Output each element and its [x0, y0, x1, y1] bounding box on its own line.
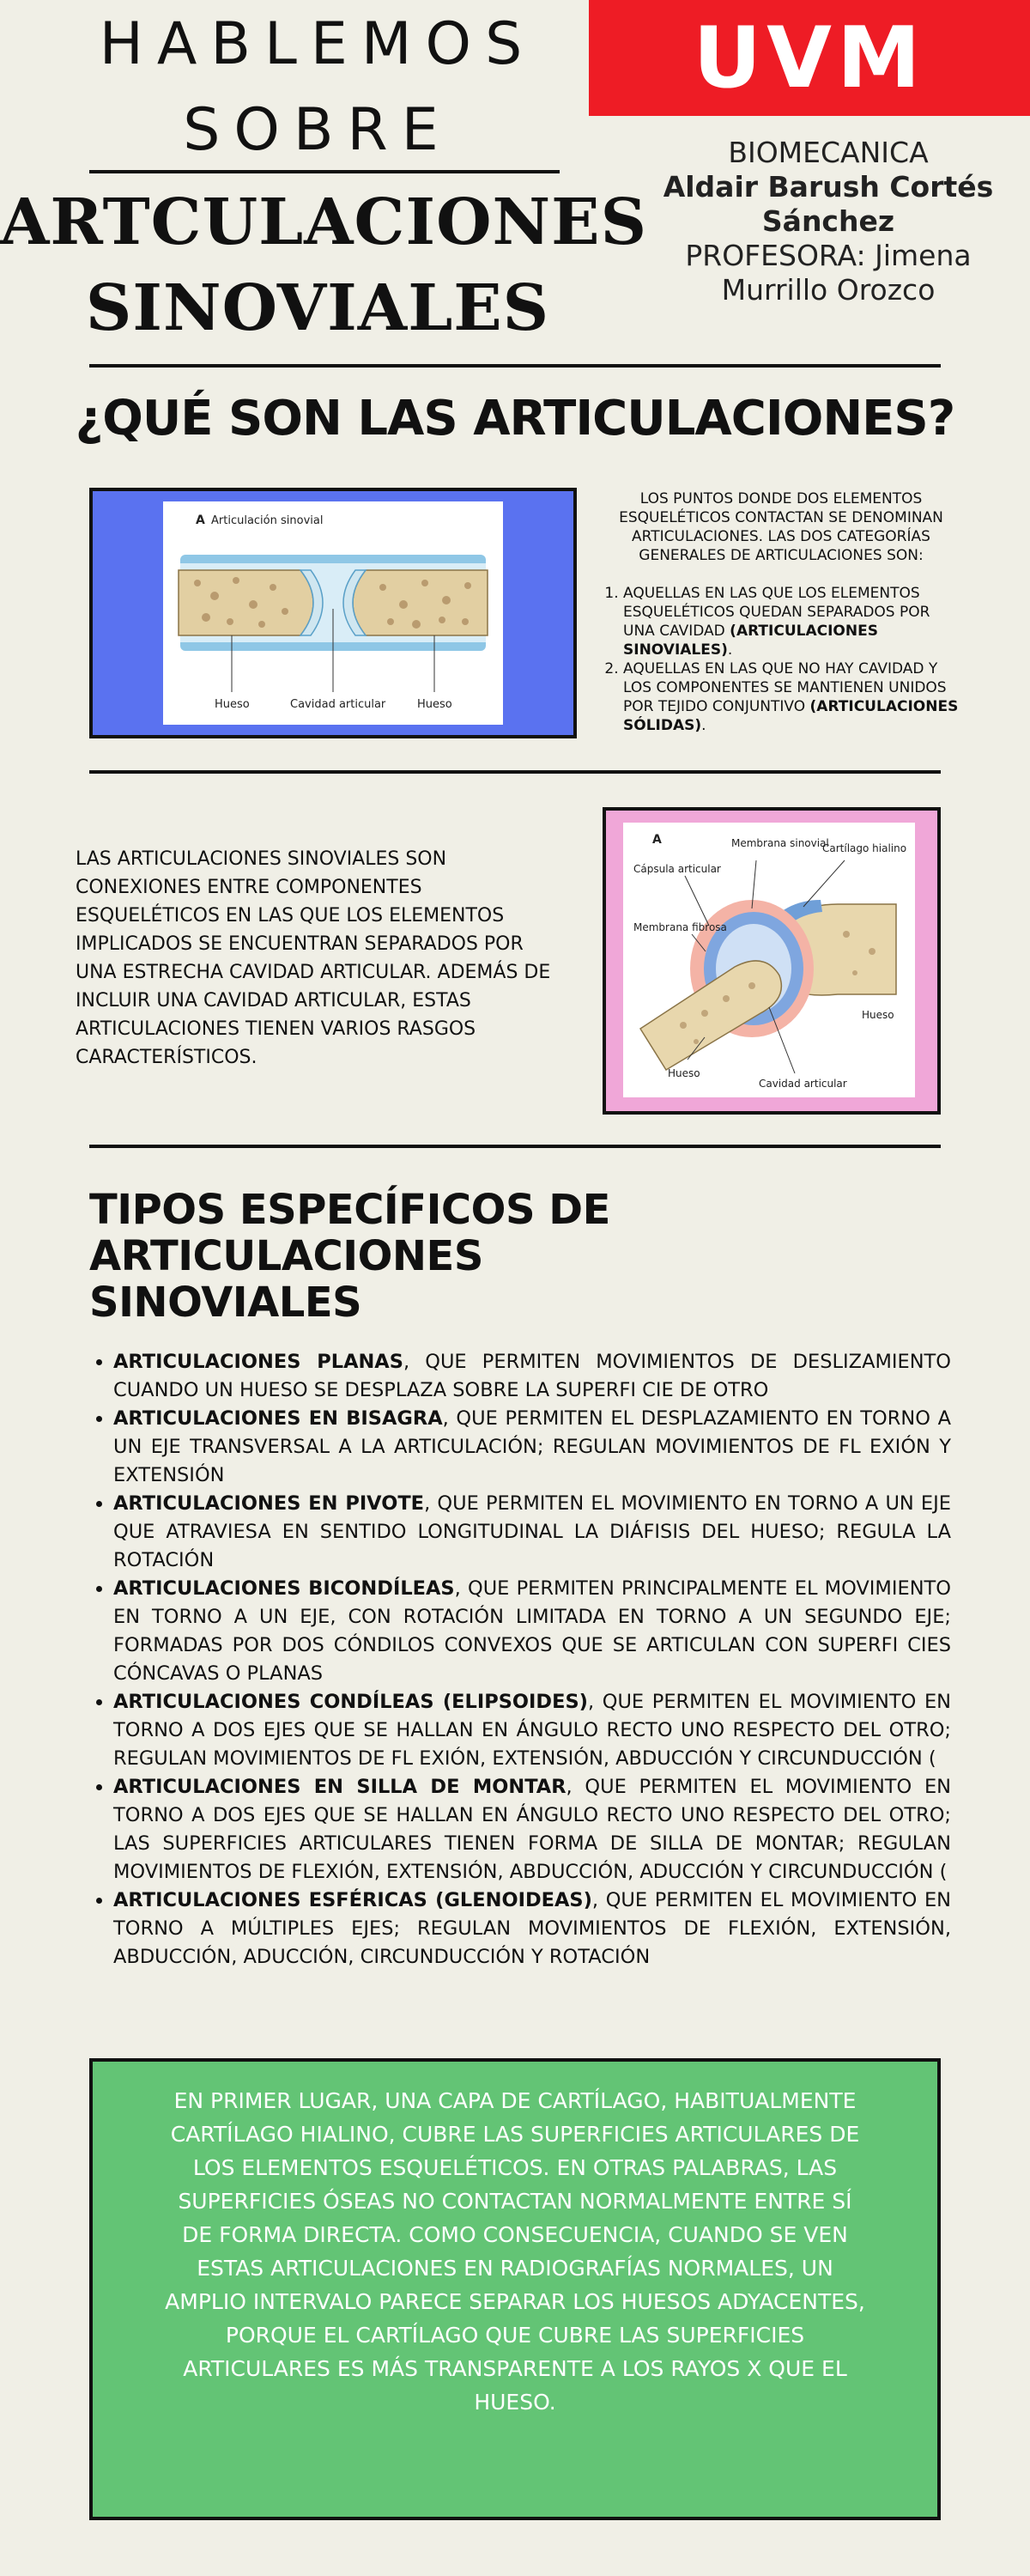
label-cartilago-hialino: Cartílago hialino	[822, 842, 907, 854]
label-hueso-right-detail: Hueso	[862, 1009, 894, 1021]
section-title-tipos: TIPOS ESPECÍFICOS DE ARTICULACIONES SINOVIALES	[89, 1186, 610, 1327]
figure-letter: A	[196, 513, 205, 527]
joint-type-item: • ARTICULACIONES BICONDÍLEAS, QUE PERMITEN PRINCIPALMENTE EL MOVIMIENTO EN TORNO A UN EJE, CON ROTACIÓN LIMITADA EN TORNO A UN SEGUNDO EJE; FORMADAS POR DOS CÓNDILOS CONVEXOS QUE SE ARTICULAN CON SUPERFI CIES CÓNCAVAS O PLANAS	[113, 1575, 951, 1688]
joint-type-item: • ARTICULACIONES EN PIVOTE, QUE PERMITEN EL MOVIMIENTO EN TORNO A UN EJE QUE ATRAVIESA EN SENTIDO LONGITUDINAL LA DIÁFISIS DEL HUESO; REGULA LA ROTACIÓN	[113, 1490, 951, 1575]
title-line-hablemos: HABLEMOS	[99, 10, 536, 78]
joint-type-item: • ARTICULACIONES ESFÉRICAS (GLENOIDEAS), QUE PERMITEN EL MOVIMIENTO EN TORNO A MÚLTIPLES EJES; REGULAN MOVIMIENTOS DE FLEXIÓN, EXTENSIÓN, ABDUCCIÓN, ADUCCIÓN, CIRCUNDUCCIÓN Y ROTACIÓN	[113, 1886, 951, 1971]
label-cavidad: Cavidad articular	[290, 698, 386, 711]
cartilage-info-text: EN PRIMER LUGAR, UNA CAPA DE CARTÍLAGO, HABITUALMENTE CARTÍLAGO HIALINO, CUBRE LAS SUPERFICIES ARTICULARES DE LOS ELEMENTOS ESQUELÉTICOS. EN OTRAS PALABRAS, LAS SUPERFICIES ÓSEAS NO CONTACTAN NORMALMENTE ENTRE SÍ DE FORMA DIRECTA. COMO CONSECUENCIA, CUANDO SE VEN ESTAS ARTICULACIONES EN RADIOGRAFÍAS NORMALES, UN AMPLIO INTERVALO PARECE SEPARAR LOS HUESOS ADYACENTES, PORQUE EL CARTÍLAGO QUE CUBRE LAS SUPERFICIES ARTICULARES ES MÁS TRANSPARENTE A LOS RAYOS X QUE EL HUESO.	[165, 2088, 865, 2415]
student-name: Aldair Barush Cortés Sánchez	[663, 170, 994, 238]
joint-type-item: • ARTICULACIONES CONDÍLEAS (ELIPSOIDES), QUE PERMITEN EL MOVIMIENTO EN TORNO A DOS EJES QUE SE HALLAN EN ÁNGULO RECTO UNO RESPECTO DEL OTRO; REGULAN MOVIMIENTOS DE FL EXIÓN, EXTENSIÓN, ABDUCCIÓN Y CIRCUNDUCCIÓN (	[113, 1688, 951, 1773]
label-membrana-sinovial: Membrana sinovial	[731, 837, 829, 849]
synovial-definition-paragraph: LAS ARTICULACIONES SINOVIALES SON CONEXIONES ENTRE COMPONENTES ESQUELÉTICOS EN LAS QUE LOS ELEMENTOS IMPLICADOS SE ENCUENTRAN SEPARADOS POR UNA ESTRECHA CAVIDAD ARTICULAR. ADEMÁS DE INCLUIR UNA CAVIDAD ARTICULAR, ESTAS ARTICULACIONES TIENEN VARIOS RASGOS CARACTERÍSTICOS.	[76, 848, 551, 1068]
section1-divider	[89, 770, 941, 774]
figure-joint-detail	[623, 823, 915, 1097]
author-info	[652, 136, 1004, 307]
joint-categories-text	[601, 489, 961, 735]
uvm-logo	[589, 0, 1030, 116]
joint-types-list	[89, 1348, 951, 1971]
title-divider	[89, 170, 560, 173]
header-divider	[89, 364, 941, 368]
title-line-sinoviales: SINOVIALES	[85, 271, 550, 345]
course-name: BIOMECANICA	[728, 136, 929, 169]
figure-caption: Articulación sinovial	[211, 514, 324, 527]
synovial-joint-illustration	[163, 501, 503, 725]
categories-list	[601, 584, 961, 735]
figure-synovial-joint	[163, 501, 503, 725]
joint-type-item: • ARTICULACIONES EN SILLA DE MONTAR, QUE PERMITEN EL MOVIMIENTO EN TORNO A DOS EJES QUE SE HALLAN EN ÁNGULO RECTO UNO RESPECTO DEL OTRO; LAS SUPERFICIES ARTICULARES TIENEN FORMA DE SILLA DE MONTAR; REGULAN MOVIMIENTOS DE FLEXIÓN, EXTENSIÓN, ABDUCCIÓN, ADUCCIÓN Y CIRCUNDUCCIÓN (	[113, 1773, 951, 1886]
joint-detail-illustration	[623, 823, 915, 1097]
label-hueso-left: Hueso	[215, 698, 250, 711]
teacher-name: PROFESORA: Jimena Murrillo Orozco	[685, 239, 972, 307]
title-line-articulaciones: ARTCULACIONES	[0, 185, 648, 259]
category-item: 1. AQUELLAS EN LAS QUE LOS ELEMENTOS ESQUELÉTICOS QUEDAN SEPARADOS POR UNA CAVIDAD (ARTICULACIONES SINOVIALES).	[623, 584, 961, 659]
uvm-logo-text: UVM	[693, 9, 926, 107]
category-item: 2. AQUELLAS EN LAS QUE NO HAY CAVIDAD Y LOS COMPONENTES SE MANTIENEN UNIDOS POR TEJIDO CONJUNTIVO (ARTICULACIONES SÓLIDAS).	[623, 659, 961, 735]
label-membrana-fibrosa: Membrana fibrosa	[633, 921, 727, 933]
label-cavidad-articular: Cavidad articular	[759, 1078, 847, 1090]
label-capsula-articular: Cápsula articular	[633, 863, 721, 875]
figure2-letter: A	[652, 833, 662, 847]
section2-divider	[89, 1145, 941, 1148]
label-hueso-left-detail: Hueso	[668, 1067, 700, 1079]
leader-capsula	[685, 876, 709, 926]
section-title-que-son: ¿QUÉ SON LAS ARTICULACIONES?	[75, 391, 955, 447]
joint-type-item: • ARTICULACIONES EN BISAGRA, QUE PERMITEN EL DESPLAZAMIENTO EN TORNO A UN EJE TRANSVERSAL A LA ARTICULACIÓN; REGULAN MOVIMIENTOS DE FL EXIÓN Y EXTENSIÓN	[113, 1405, 951, 1490]
leader-cartilago	[803, 860, 845, 907]
categories-intro: LOS PUNTOS DONDE DOS ELEMENTOS ESQUELÉTICOS CONTACTAN SE DENOMINAN ARTICULACIONES. LAS DOS CATEGORÍAS GENERALES DE ARTICULACIONES SON:	[619, 490, 943, 564]
joint-type-item: • ARTICULACIONES PLANAS, QUE PERMITEN MOVIMIENTOS DE DESLIZAMIENTO CUANDO UN HUESO SE DESPLAZA SOBRE LA SUPERFI CIE DE OTRO	[113, 1348, 951, 1405]
title-line-sobre: SOBRE	[183, 96, 452, 164]
label-hueso-right: Hueso	[417, 698, 452, 711]
